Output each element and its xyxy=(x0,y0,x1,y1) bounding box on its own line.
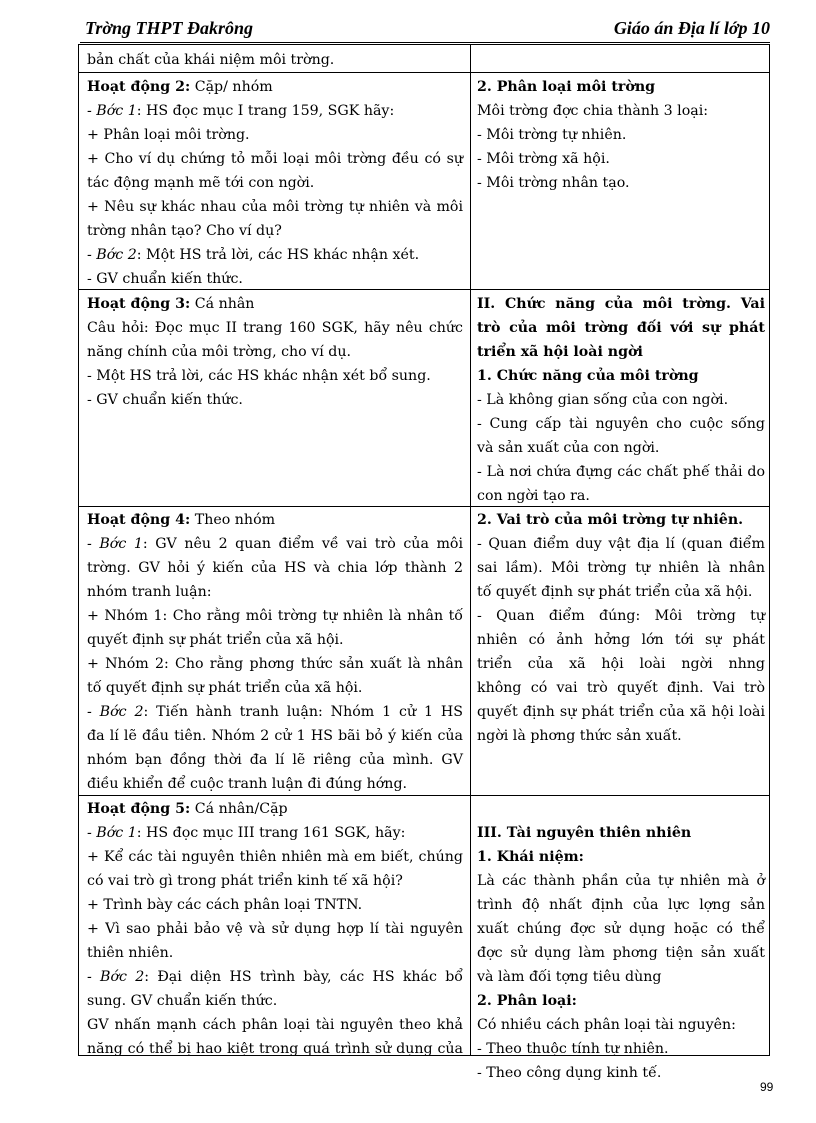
row-0-left-cell xyxy=(87,48,463,72)
row-1-right-cell xyxy=(477,75,765,195)
text-line: - Bớc 1: HS đọc mục III trang 161 SGK, hãy: xyxy=(87,825,406,841)
text-line: - Bớc 1: HS đọc mục I trang 159, SGK hãy: xyxy=(87,103,395,119)
text-line: + Nêu sự khác nhau của môi trờng tự nhiên và môi xyxy=(87,199,463,215)
text-line: - Một HS trả lời, các HS khác nhận xét bổ sung. xyxy=(87,368,431,384)
subject-title: Giáo án Địa lí lớp 10 xyxy=(613,18,770,38)
row-divider xyxy=(79,72,769,73)
text-line: và sản xuất của con ngời. xyxy=(477,440,660,456)
text-line: con ngời tạo ra. xyxy=(477,488,590,504)
row-2-left-cell xyxy=(87,292,463,412)
text-line: Hoạt động 4: Theo nhóm xyxy=(87,512,276,528)
text-line: Hoạt động 2: Cặp/ nhóm xyxy=(87,79,273,95)
text-line: - Theo công dụng kinh tế. xyxy=(477,1065,662,1081)
text-line: bản chất của khái niệm môi trờng. xyxy=(87,52,335,68)
text-line: + Trình bày các cách phân loại TNTN. xyxy=(87,897,363,913)
row-4-right-cell xyxy=(477,797,765,1085)
text-line: - Là nơi chứa đựng các chất phế thải do xyxy=(477,464,765,480)
text-line: Là các thành phần của tự nhiên mà ở xyxy=(477,873,765,889)
text-line: nhóm tranh luận: xyxy=(87,584,212,600)
text-line: trò của môi trờng đối với sự phát xyxy=(477,320,765,336)
text-line: + Vì sao phải bảo vệ và sử dụng hợp lí tài nguyên xyxy=(87,921,463,937)
text-line: có vai trò gì trong phát triển kinh tế xã hội? xyxy=(87,873,403,889)
text-line: - GV chuẩn kiến thức. xyxy=(87,392,243,408)
text-line: ngời là phơng thức sản xuất. xyxy=(477,728,682,744)
text-line: 1. Chức năng của môi trờng xyxy=(477,368,699,384)
text-line: III. Tài nguyên thiên nhiên xyxy=(477,825,692,841)
text-line: Câu hỏi: Đọc mục II trang 160 SGK, hãy nêu chức xyxy=(87,320,463,336)
school-name: Trờng THPT Đakrông xyxy=(85,18,254,38)
text-line: nhóm bạn đồng thời đa lí lẽ riêng của mình. GV xyxy=(87,752,463,768)
text-line: - Môi trờng tự nhiên. xyxy=(477,127,627,143)
text-line: + Kể các tài nguyên thiên nhiên mà em biết, chúng xyxy=(87,849,463,865)
text-line: triển của xã hội loài ngời nhng xyxy=(477,656,765,672)
text-line: - Quan điểm đúng: Môi trờng tự xyxy=(477,608,765,624)
text-line: 2. Phân loại: xyxy=(477,993,577,1009)
page-number: 99 xyxy=(760,1080,774,1094)
text-line: xuất chúng đợc sử dụng hoặc có thể xyxy=(477,921,765,937)
text-line: trờng nhân tạo? Cho ví dụ? xyxy=(87,223,282,239)
text-line: + Phân loại môi trờng. xyxy=(87,127,250,143)
text-line: quyết định sự phát triển của xã hội loài xyxy=(477,704,765,720)
text-line: - GV chuẩn kiến thức. xyxy=(87,271,243,287)
text-line: - Bớc 2: Tiến hành tranh luận: Nhóm 1 cử 1 HS xyxy=(87,704,463,720)
text-line: tố quyết định sự phát triển của xã hội. xyxy=(477,584,753,600)
text-line: không có vai trò quyết định. Vai trò xyxy=(477,680,765,696)
text-line: quyết định sự phát triển của xã hội. xyxy=(87,632,344,648)
text-line: - Cung cấp tài nguyên cho cuộc sống xyxy=(477,416,765,432)
text-line: triển xã hội loài ngời xyxy=(477,344,643,360)
lesson-table xyxy=(78,44,770,1081)
text-line: Hoạt động 3: Cá nhân xyxy=(87,296,255,312)
text-line: + Nhóm 2: Cho rằng phơng thức sản xuất là nhân xyxy=(87,656,463,672)
text-line: nhiên có ảnh hởng lớn tới sự phát xyxy=(477,632,765,648)
text-line: Môi trờng đợc chia thành 3 loại: xyxy=(477,103,709,119)
row-4-left-cell xyxy=(87,797,463,1061)
text-line: thiên nhiên. xyxy=(87,945,174,961)
column-divider xyxy=(470,45,471,1055)
text-line: năng có thể bị hao kiệt trong quá trình sử dụng của xyxy=(87,1041,463,1057)
text-line: - Bớc 2: Đại diện HS trình bày, các HS khác bổ xyxy=(87,969,463,985)
text-line: - Quan điểm duy vật địa lí (quan điểm xyxy=(477,536,765,552)
text-line: sung. GV chuẩn kiến thức. xyxy=(87,993,278,1009)
text-line: sai lầm). Môi trờng tự nhiên là nhân xyxy=(477,560,765,576)
text-line: 2. Vai trò của môi trờng tự nhiên. xyxy=(477,512,744,528)
text-line: tố quyết định sự phát triển của xã hội. xyxy=(87,680,363,696)
text-line: 2. Phân loại môi trờng xyxy=(477,79,656,95)
text-line: - Bớc 1: GV nêu 2 quan điểm về vai trò của môi xyxy=(87,536,463,552)
page-header xyxy=(80,18,770,43)
text-line: tác động mạnh mẽ tới con ngời. xyxy=(87,175,315,191)
text-line: II. Chức năng của môi trờng. Vai xyxy=(477,296,765,312)
text-line: Có nhiều cách phân loại tài nguyên: xyxy=(477,1017,736,1033)
text-line: - Môi trờng xã hội. xyxy=(477,151,610,167)
row-3-left-cell xyxy=(87,508,463,796)
text-line: - Môi trờng nhân tạo. xyxy=(477,175,630,191)
text-line: - Bớc 2: Một HS trả lời, các HS khác nhận xét. xyxy=(87,247,420,263)
text-line: trờng. GV hỏi ý kiến của HS và chia lớp thành 2 xyxy=(87,560,463,576)
row-1-left-cell xyxy=(87,75,463,291)
text-line: năng chính của môi trờng, cho ví dụ. xyxy=(87,344,352,360)
text-line: và làm đối tợng tiêu dùng xyxy=(477,969,662,985)
row-2-right-cell xyxy=(477,292,765,508)
text-line: trình độ nhất định của lực lợng sản xyxy=(477,897,765,913)
row-3-right-cell xyxy=(477,508,765,748)
text-line: điều khiển để cuộc tranh luận đi đúng hớng. xyxy=(87,776,408,792)
text-line: đợc sử dụng làm phơng tiện sản xuất xyxy=(477,945,765,961)
text-line: GV nhấn mạnh cách phân loại tài nguyên theo khả xyxy=(87,1017,463,1033)
text-line: 1. Khái niệm: xyxy=(477,849,584,865)
text-line: - Theo thuộc tính tự nhiên. xyxy=(477,1041,669,1057)
text-line xyxy=(477,797,765,821)
text-line: + Nhóm 1: Cho rằng môi trờng tự nhiên là nhân tố xyxy=(87,608,463,624)
text-line: + Cho ví dụ chứng tỏ mỗi loại môi trờng đều có sự xyxy=(87,151,463,167)
text-line: Hoạt động 5: Cá nhân/Cặp xyxy=(87,801,288,817)
text-line: đa lí lẽ đầu tiên. Nhóm 2 cử 1 HS bãi bỏ ý kiến của xyxy=(87,728,463,744)
text-line: - Là không gian sống của con ngời. xyxy=(477,392,729,408)
